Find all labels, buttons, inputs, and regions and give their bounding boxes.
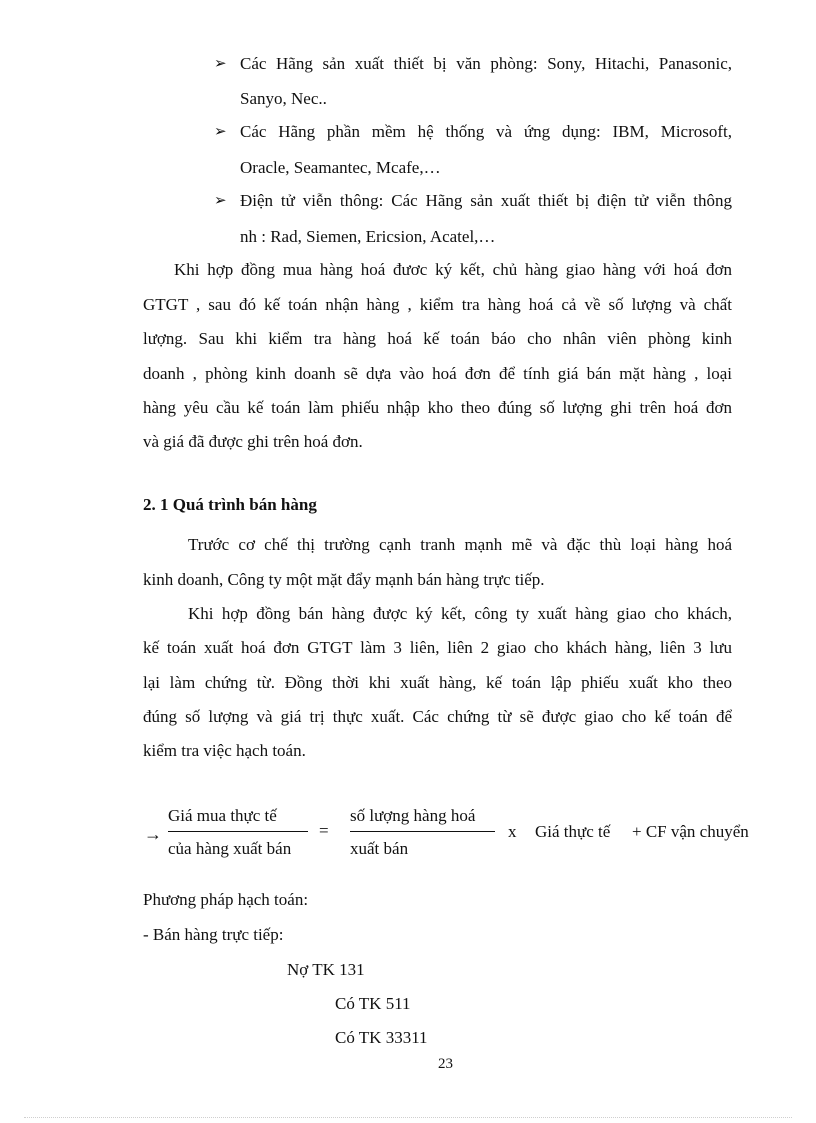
formula-lhs-fraction-bar: [168, 831, 308, 832]
arrow-icon: →: [144, 824, 162, 844]
bullet-arrow-icon: ➢: [214, 56, 227, 72]
formula-equals: =: [319, 821, 329, 840]
formula-rhs-fraction-bar: [350, 831, 495, 832]
formula-rhs-numerator: số lượng hàng hoá: [350, 806, 476, 825]
paragraph-1-line: doanh , phòng kinh doanh sẽ dựa vào hoá đơn để tính giá bán mặt hàng , loại: [143, 364, 732, 383]
section-heading: 2. 1 Quá trình bán hàng: [143, 495, 317, 514]
bullet-2-line-2: Oracle, Seamantec, Mcafe,…: [240, 158, 441, 177]
paragraph-1-line: GTGT , sau đó kế toán nhận hàng , kiểm tra hàng hoá cả về số lượng và chất: [143, 295, 732, 314]
paragraph-1-line: lượng. Sau khi kiểm tra hàng hoá kế toán báo cho nhân viên phòng kinh: [143, 329, 732, 348]
bullet-arrow-icon: ➢: [214, 124, 227, 140]
direct-sale-label: - Bán hàng trực tiếp:: [143, 925, 284, 944]
formula-shipping-cost: + CF vận chuyển: [632, 822, 749, 841]
formula-rhs-denominator: xuất bán: [350, 839, 409, 858]
bullet-3-line-1: Điện tử viễn thông: Các Hãng sản xuất thiết bị điện tử viễn thông: [240, 191, 732, 210]
paragraph-3-line: đúng số lượng và giá trị thực xuất. Các chứng từ sẽ được giao cho kế toán để: [143, 707, 732, 726]
paragraph-3-line: kế toán xuất hoá đơn GTGT làm 3 liên, liên 2 giao cho khách hàng, liên 3 lưu: [143, 638, 732, 657]
bullet-1-line-1: Các Hãng sản xuất thiết bị văn phòng: Sony, Hitachi, Panasonic,: [240, 54, 732, 73]
formula-lhs-numerator: Giá mua thực tế: [168, 806, 277, 825]
paragraph-1-line: hàng yêu cầu kế toán làm phiếu nhập kho theo đúng số lượng ghi trên hoá đơn: [143, 398, 732, 417]
formula-price: Giá thực tế: [535, 822, 611, 841]
debit-entry: Nợ TK 131: [287, 960, 365, 979]
paragraph-1-line: và giá đã được ghi trên hoá đơn.: [143, 432, 363, 451]
paragraph-3-line: kiểm tra việc hạch toán.: [143, 741, 306, 760]
bullet-arrow-icon: ➢: [214, 193, 227, 209]
paragraph-3-line: lại làm chứng từ. Đồng thời khi xuất hàng, kế toán lập phiếu xuất kho theo: [143, 673, 732, 692]
paragraph-2-line: Trước cơ chế thị trường cạnh tranh mạnh mẽ và đặc thù loại hàng hoá: [188, 535, 732, 554]
paragraph-1-line: Khi hợp đồng mua hàng hoá đươc ký kết, chủ hàng giao hàng với hoá đơn: [174, 260, 732, 279]
paragraph-2-line: kinh doanh, Công ty một mặt đẩy mạnh bán hàng trực tiếp.: [143, 570, 545, 589]
paragraph-3-line: Khi hợp đồng bán hàng được ký kết, công ty xuất hàng giao cho khách,: [188, 604, 732, 623]
page-bottom-divider: [24, 1117, 792, 1118]
bullet-3-line-2: nh : Rad, Siemen, Ericsion, Acatel,…: [240, 227, 496, 246]
method-label: Phương pháp hạch toán:: [143, 890, 309, 909]
credit-entry-511: Có TK 511: [335, 994, 411, 1013]
credit-entry-33311: Có TK 33311: [335, 1028, 428, 1047]
formula-times: x: [508, 822, 517, 841]
bullet-2-line-1: Các Hãng phần mềm hệ thống và ứng dụng: IBM, Microsoft,: [240, 122, 732, 141]
formula-lhs-denominator: của hàng xuất bán: [168, 839, 292, 858]
bullet-1-line-2: Sanyo, Nec..: [240, 89, 327, 108]
page-number: 23: [438, 1056, 453, 1072]
